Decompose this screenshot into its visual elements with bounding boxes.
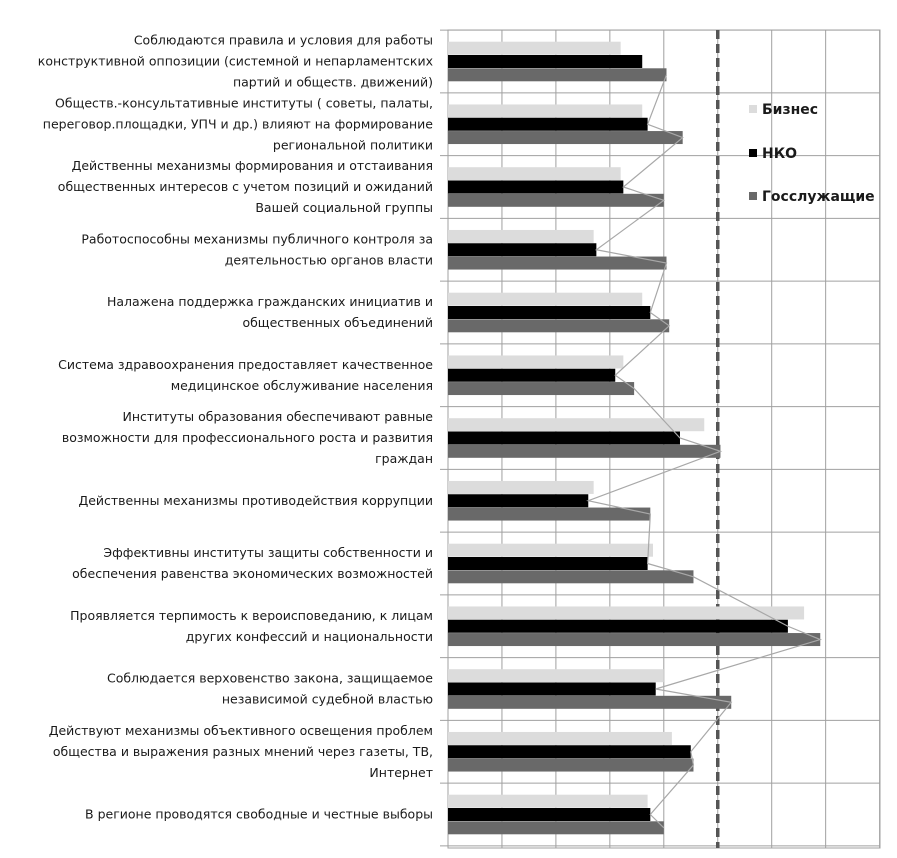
legend — [749, 102, 875, 205]
bar-Госслужащие-5 — [448, 319, 669, 332]
legend-swatch-Госслужащие — [749, 192, 757, 200]
category-label: деятельностью органов власти — [224, 252, 433, 268]
category-label: переговор.площадки, УПЧ и др.) влияют на формирование — [42, 116, 433, 132]
bar-НКО-1 — [448, 55, 642, 68]
category-label: общественных интересов с учетом позиций и ожиданий — [57, 179, 433, 194]
category-labels — [38, 33, 434, 822]
bar-Бизнес-4 — [448, 230, 594, 243]
bar-НКО-9 — [448, 557, 648, 570]
category-label: Соблюдаются правила и условия для работы — [133, 32, 433, 48]
bar-НКО-2 — [448, 118, 648, 131]
category-label: Эффективны институты защиты собственности и — [103, 545, 433, 560]
category-label: Действуют механизмы объективного освещения проблем — [48, 722, 433, 738]
bar-Бизнес-5 — [448, 293, 642, 306]
category-label: независимой судебной властью — [221, 691, 433, 707]
category-label: Действенны механизмы противодействия коррупции — [78, 492, 433, 508]
category-label: региональной политики — [272, 137, 433, 153]
category-label: конструктивной оппозиции (системной и непарламентских — [37, 53, 433, 69]
bar-Бизнес-8 — [448, 481, 594, 494]
bar-Бизнес-7 — [448, 418, 704, 431]
bar-Бизнес-9 — [448, 544, 653, 557]
bar-НКО-6 — [448, 369, 615, 382]
category-label: общества и выражения разных мнений через газеты, ТВ, — [52, 743, 433, 759]
bar-Бизнес-1 — [448, 42, 621, 55]
category-label: Проявляется терпимость к вероисповеданию, к лицам — [70, 607, 433, 623]
bar-Бизнес-10 — [448, 606, 804, 619]
category-label: Работоспособны механизмы публичного контроля за — [81, 231, 433, 247]
legend-swatch-Бизнес — [749, 105, 757, 113]
category-label: медицинское обслуживание населения — [170, 377, 433, 393]
bar-НКО-5 — [448, 306, 650, 319]
category-label: Интернет — [369, 764, 433, 780]
category-label: других конфессий и национальности — [185, 628, 433, 644]
bar-Госслужащие-7 — [448, 445, 720, 458]
bar-Госслужащие-2 — [448, 131, 683, 144]
bar-Госслужащие-13 — [448, 821, 664, 834]
legend-label-НКО: НКО — [762, 146, 798, 162]
category-label: граждан — [375, 451, 433, 466]
bar-Госслужащие-12 — [448, 759, 693, 772]
bar-Госслужащие-8 — [448, 508, 650, 521]
bar-Бизнес-12 — [448, 732, 672, 745]
bar-Бизнес-3 — [448, 167, 621, 180]
bar-Госслужащие-6 — [448, 382, 634, 395]
category-label: обеспечения равенства экономических возможностей — [72, 566, 433, 581]
bar-Бизнес-13 — [448, 795, 648, 808]
category-label: В регионе проводятся свободные и честные выборы — [85, 806, 433, 822]
category-label: Вашей социальной группы — [255, 200, 433, 215]
bar-Бизнес-2 — [448, 104, 642, 117]
category-label: партий и обществ. движений) — [232, 74, 433, 90]
legend-label-Бизнес: Бизнес — [762, 102, 819, 118]
category-label: Действенны механизмы формирования и отстаивания — [71, 158, 433, 173]
bar-НКО-4 — [448, 243, 596, 256]
bar-Госслужащие-11 — [448, 696, 731, 709]
category-label: Система здравоохранения предоставляет качественное — [58, 356, 433, 372]
bar-Бизнес-6 — [448, 355, 623, 368]
category-label: Обществ.-консультативные институты ( советы, палаты, — [55, 95, 433, 111]
bar-Бизнес-11 — [448, 669, 664, 682]
bar-НКО-13 — [448, 808, 650, 821]
bar-Госслужащие-1 — [448, 68, 666, 81]
category-label: Налажена поддержка гражданских инициатив и — [106, 294, 433, 309]
bar-Госслужащие-10 — [448, 633, 820, 646]
bar-Госслужащие-9 — [448, 570, 693, 583]
bar-Госслужащие-3 — [448, 194, 664, 207]
bar-НКО-3 — [448, 181, 623, 194]
category-label: общественных объединений — [242, 315, 433, 330]
bar-Госслужащие-4 — [448, 257, 666, 270]
bar-НКО-10 — [448, 620, 788, 633]
category-label: возможности для профессионального роста и развития — [61, 430, 433, 445]
category-label: Институты образования обеспечивают равные — [122, 409, 433, 424]
bar-НКО-8 — [448, 494, 588, 507]
bar-НКО-12 — [448, 745, 691, 758]
category-label: Соблюдается верховенство закона, защищаемое — [106, 670, 433, 686]
bar-НКО-7 — [448, 432, 680, 445]
legend-swatch-НКО — [749, 149, 757, 157]
bar-НКО-11 — [448, 683, 656, 696]
legend-label-Госслужащие: Госслужащие — [762, 189, 875, 205]
